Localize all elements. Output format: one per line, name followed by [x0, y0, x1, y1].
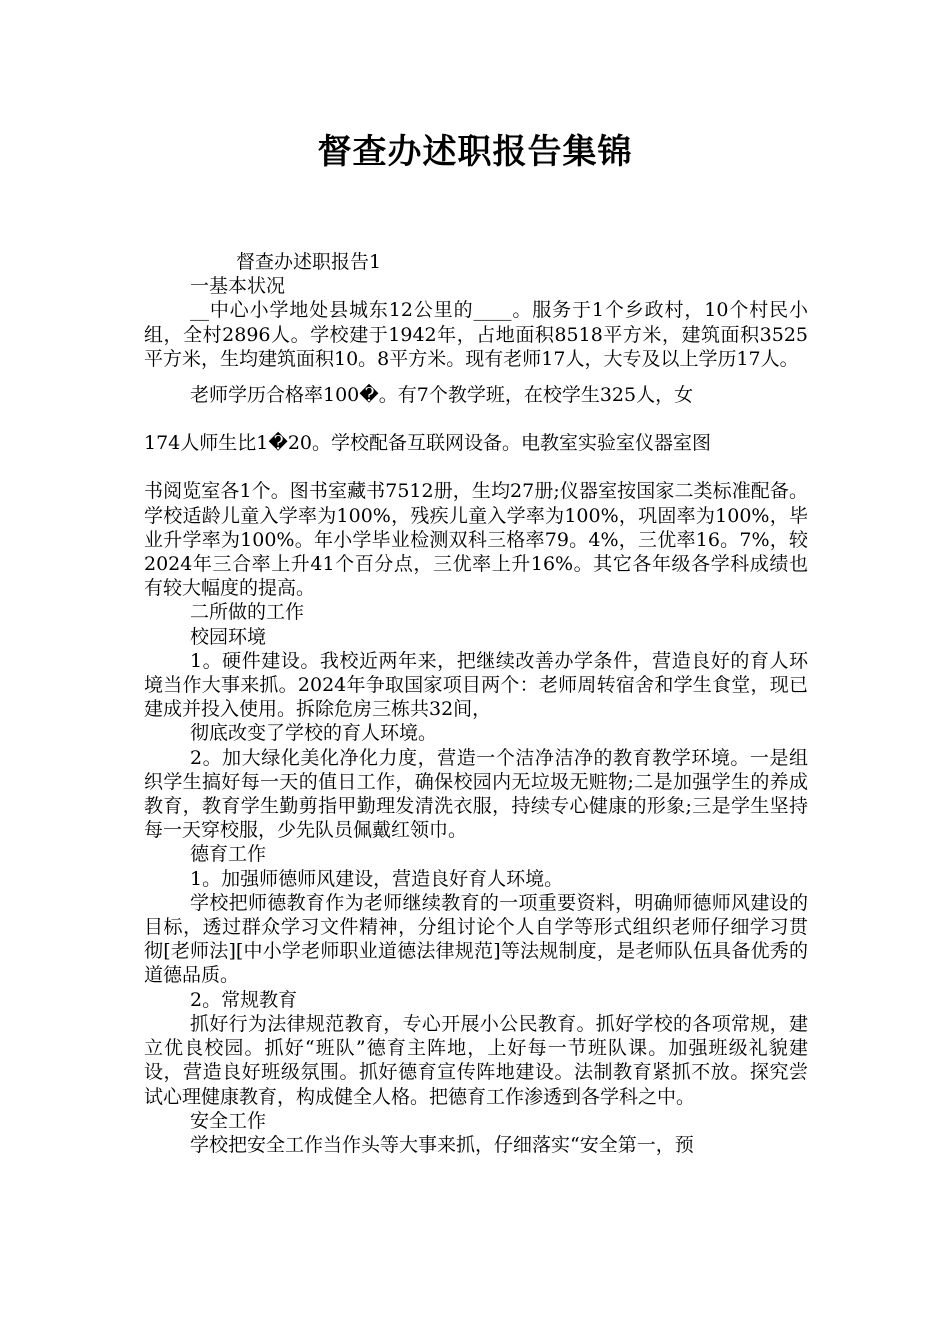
- paragraph-teacher-student-ratio: 174人师生比1�20。学校配备互联网设备。电教室实验室仪器室图: [144, 432, 712, 455]
- document-body: [144, 250, 808, 1157]
- paragraph-greening: 2。加大绿化美化净化力度，营造一个洁净洁净的教育教学环境。一是组织学生搞好每一天的值日工作，确保校园内无垃圾无赃物;二是加强学生的养成教育，教育学生勤剪指甲勤理发清洗衣服，持续专心健康的形象;三是学生坚持每一天穿校服，少先队员佩戴红领巾。: [144, 746, 808, 842]
- heading-work-done: 二所做的工作: [190, 601, 305, 624]
- paragraph-teacher-ethics: 1。加强师德师风建设，营造良好育人环境。: [190, 867, 564, 890]
- paragraph-teacher-qualification: 老师学历合格率100�。有7个教学班，在校学生325人，女: [190, 384, 694, 407]
- paragraph-routine-education: 抓好行为法律规范教育，专心开展小公民教育。抓好学校的各项常规，建立优良校园。抓好“班队”德育主阵地，上好每一节班队课。加强班级礼貌建设，营造良好班级氛围。抓好德育宣传阵地建设。法制教育紧抓不放。探究尝试心理健康教育，构成健全人格。把德育工作渗透到各学科之中。: [144, 1012, 808, 1108]
- paragraph-hardware-result: 彻底改变了学校的育人环境。: [190, 722, 438, 745]
- heading-safety-work: 安全工作: [190, 1109, 267, 1132]
- paragraph-basic-status: 一基本状况: [190, 275, 286, 298]
- document-title: 督查办述职报告集锦: [317, 132, 633, 172]
- section-heading: 督查办述职报告1: [236, 251, 382, 273]
- paragraph-hardware: 1。硬件建设。我校近两年来，把继续改善办学条件，营造良好的育人环境当作大事来抓。2024年争取国家项目两个：老师周转宿舍和学生食堂，现已建成并投入使用。拆除危房三栋共32间，: [144, 649, 808, 721]
- paragraph-ethics-study: 学校把师德教育作为老师继续教育的一项重要资料，明确师德师风建设的目标，透过群众学习文件精神，分组讨论个人自学等形式组织老师仔细学习贯彻[老师法][中小学老师职业道德法律规范]等法规制度，是老师队伍具备优秀的道德品质。: [144, 891, 808, 987]
- heading-routine-education: 2。常规教育: [190, 988, 298, 1011]
- heading-moral-education: 德育工作: [190, 843, 267, 866]
- paragraph-safety-work: 学校把安全工作当作头等大事来抓，仔细落实“安全第一，预: [190, 1133, 694, 1156]
- paragraph-library-stats: 书阅览室各1个。图书室藏书7512册，生均27册;仪器室按国家二类标准配备。学校适龄儿童入学率为100%，残疾儿童入学率为100%，巩固率为100%，毕业升学率为100%。年小学毕业检测双科三格率79。4%，三优率16。7%，较2024年三合率上升41个百分点，三优率上升16%。其它各年级各学科成绩也有较大幅度的提高。: [144, 480, 808, 600]
- heading-campus-environment: 校园环境: [190, 625, 267, 648]
- paragraph-school-overview: __中心小学地处县城东12公里的____。服务于1个乡政村，10个村民小组，全村2896人。学校建于1942年，占地面积8518平方米，建筑面积3525平方米，生均建筑面积10。8平方米。现有老师17人，大专及以上学历17人。: [144, 299, 808, 370]
